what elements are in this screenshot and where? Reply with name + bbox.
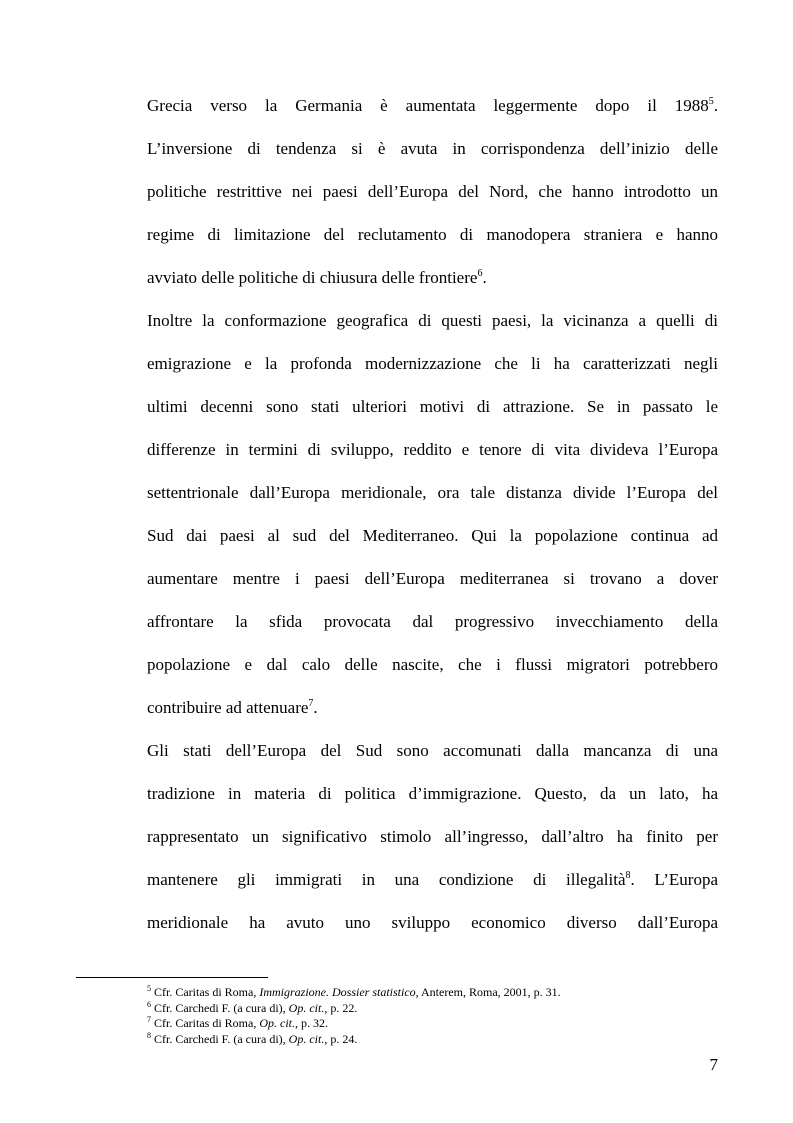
footnote-7: $^7$ Cfr. Caritas di Roma, Op. cit., p. 32. <box>147 1015 328 1030</box>
text-line-2: L’inversione di tendenza si è avuta in corrispondenza dell’inizio delle <box>147 139 718 158</box>
text-line-19: mantenere gli immigrati in una condizione di illegalità$^8$. L’Europa <box>147 870 718 889</box>
text-line-1: Grecia verso la Germania è aumentata leggermente dopo il 1988$^5$. <box>147 96 718 115</box>
text-line-14: popolazione e dal calo delle nascite, che i flussi migratori potrebbero <box>147 655 718 674</box>
text-line-7: emigrazione e la profonda modernizzazione che li ha caratterizzati negli <box>147 354 718 373</box>
text-line-18: rappresentato un significativo stimolo all’ingresso, dall’altro ha finito per <box>147 827 718 846</box>
text-line-10: settentrionale dall’Europa meridionale, ora tale distanza divide l’Europa del <box>147 483 718 502</box>
body-text <box>147 84 718 944</box>
text-line-11: Sud dai paesi al sud del Mediterraneo. Qui la popolazione continua ad <box>147 526 718 545</box>
text-line-3: politiche restrittive nei paesi dell’Europa del Nord, che hanno introdotto un <box>147 182 718 201</box>
text-line-12: aumentare mentre i paesi dell’Europa mediterranea si trovano a dover <box>147 569 718 588</box>
text-line-17: tradizione in materia di politica d’immigrazione. Questo, da un lato, ha <box>147 784 718 803</box>
text-line-5: avviato delle politiche di chiusura delle frontiere$^6$. <box>147 268 487 287</box>
footnote-6: $^6$ Cfr. Carchedi F. (a cura di), Op. cit., p. 22. <box>147 999 358 1015</box>
footnote-ref-5: 5 <box>708 96 714 107</box>
text-line-6: Inoltre la conformazione geografica di questi paesi, la vicinanza a quelli di <box>147 311 718 330</box>
text-line-15: contribuire ad attenuare$^7$. <box>147 698 318 717</box>
footnote-ref-6: 6 <box>477 268 483 279</box>
footnote-ref-7: 7 <box>308 698 314 709</box>
footnote-5: $^5$ Cfr. Caritas di Roma, Immigrazione. Dossier statistico, Anterem, Roma, 2001, p. 31. <box>147 984 561 999</box>
text-line-8: ultimi decenni sono stati ulteriori motivi di attrazione. Se in passato le <box>147 397 718 416</box>
footnote-8: $^8$ Cfr. Carchedi F. (a cura di), Op. cit., p. 24. <box>147 1030 358 1046</box>
text-line-9: differenze in termini di sviluppo, reddito e tenore di vita divideva l’Europa <box>147 440 718 459</box>
page-number: 7 <box>709 1055 718 1074</box>
footnote-ref-8: 8 <box>625 870 631 881</box>
text-line-4: regime di limitazione del reclutamento di manodopera straniera e hanno <box>147 225 718 244</box>
text-line-13: affrontare la sfida provocata dal progressivo invecchiamento della <box>147 612 718 631</box>
footnote-separator <box>76 977 268 978</box>
text-line-16: Gli stati dell’Europa del Sud sono accomunati dalla mancanza di una <box>147 741 718 760</box>
footnotes <box>147 985 747 1047</box>
text-line-20: meridionale ha avuto uno sviluppo economico diverso dall’Europa <box>147 913 718 932</box>
